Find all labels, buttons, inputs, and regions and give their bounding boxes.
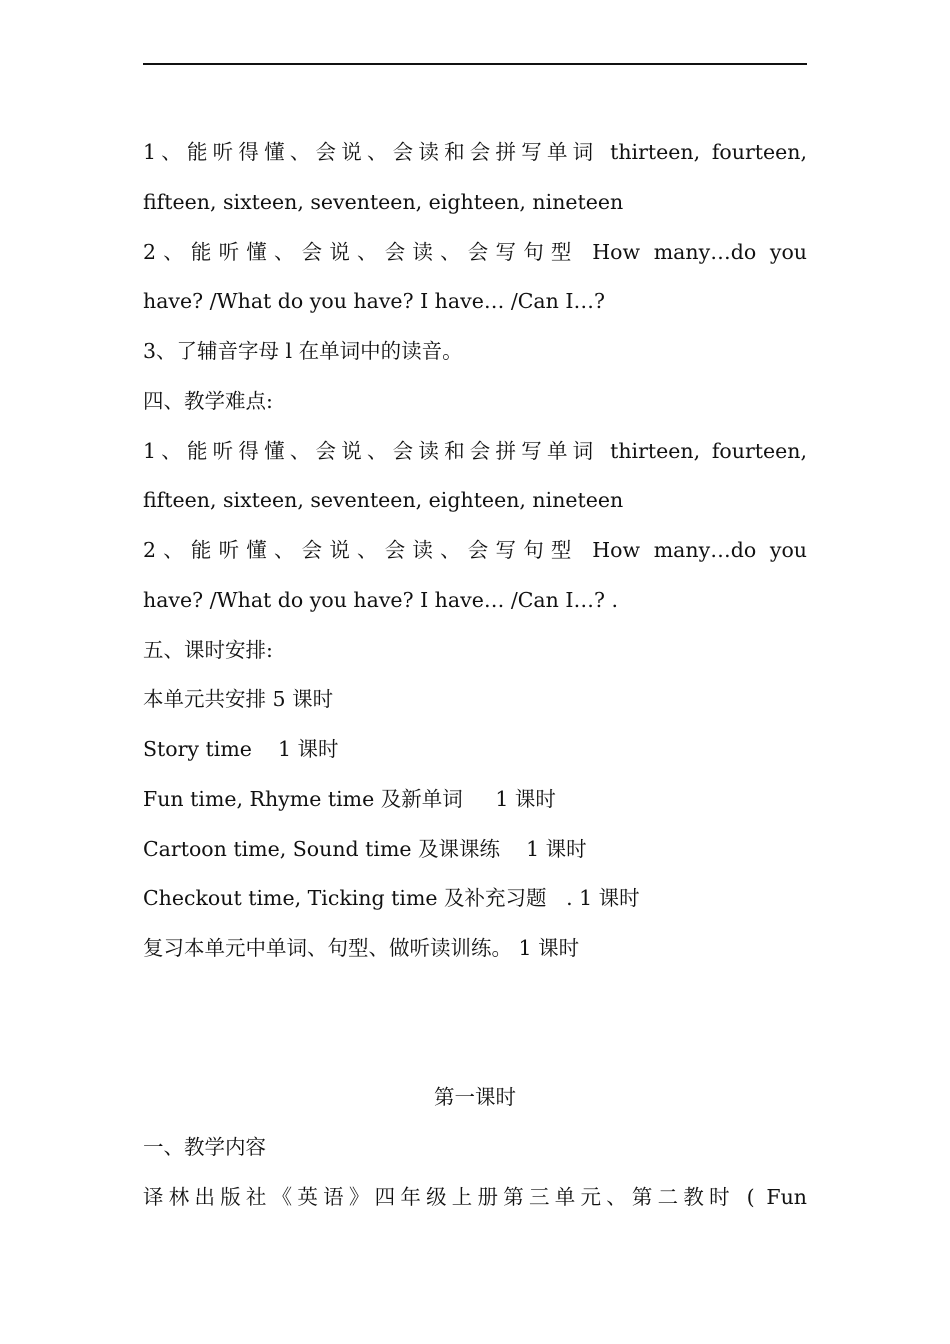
objective-1-line-1: 1、能听得懂、会说、会读和会拼写单词 thirteen, fourteen, [143, 140, 807, 164]
objective-3: 3、了辅音字母 l 在单词中的读音。 [143, 339, 463, 363]
lesson-title: 第一课时 [434, 1085, 516, 1110]
content-description: 译林出版社《英语》四年级上册第三单元、第二教时 ( Fun [143, 1184, 807, 1209]
schedule-item-story-time: Story time 1 课时 [143, 737, 339, 761]
schedule-item-checkout-time: Checkout time, Ticking time 及补充习题 . 1 课时 [143, 886, 640, 911]
objective-2-line-2: have? /What do you have? I have… /Can I…? [143, 289, 605, 314]
objective-1-line-2: fifteen, sixteen, seventeen, eighteen, nineteen [143, 189, 624, 214]
header-rule [143, 63, 807, 65]
section-heading-difficulties: 四、教学难点: [143, 388, 273, 413]
difficulty-1-line-2: fifteen, sixteen, seventeen, eighteen, nineteen [143, 488, 624, 513]
document-body [143, 128, 807, 1223]
difficulty-2-line-2: have? /What do you have? I have… /Can I…? . [143, 587, 618, 612]
section-spacer [143, 974, 807, 1074]
schedule-item-fun-time: Fun time, Rhyme time 及新单词 1 课时 [143, 786, 556, 811]
schedule-summary: 本单元共安排 5 课时 [143, 687, 334, 712]
section-heading-schedule: 五、课时安排: [143, 637, 273, 662]
objective-2-line-1: 2、能听懂、会说、会读、会写句型 How many…do you [143, 239, 807, 264]
difficulty-2-line-1: 2、能听懂、会说、会读、会写句型 How many…do you [143, 538, 807, 562]
difficulty-1-line-1: 1、能听得懂、会说、会读和会拼写单词 thirteen, fourteen, [143, 438, 807, 463]
schedule-item-review: 复习本单元中单词、句型、做听读训练。 1 课时 [143, 936, 580, 960]
section-heading-content: 一、教学内容 [143, 1135, 266, 1159]
schedule-item-cartoon-time: Cartoon time, Sound time 及课课练 1 课时 [143, 836, 587, 861]
